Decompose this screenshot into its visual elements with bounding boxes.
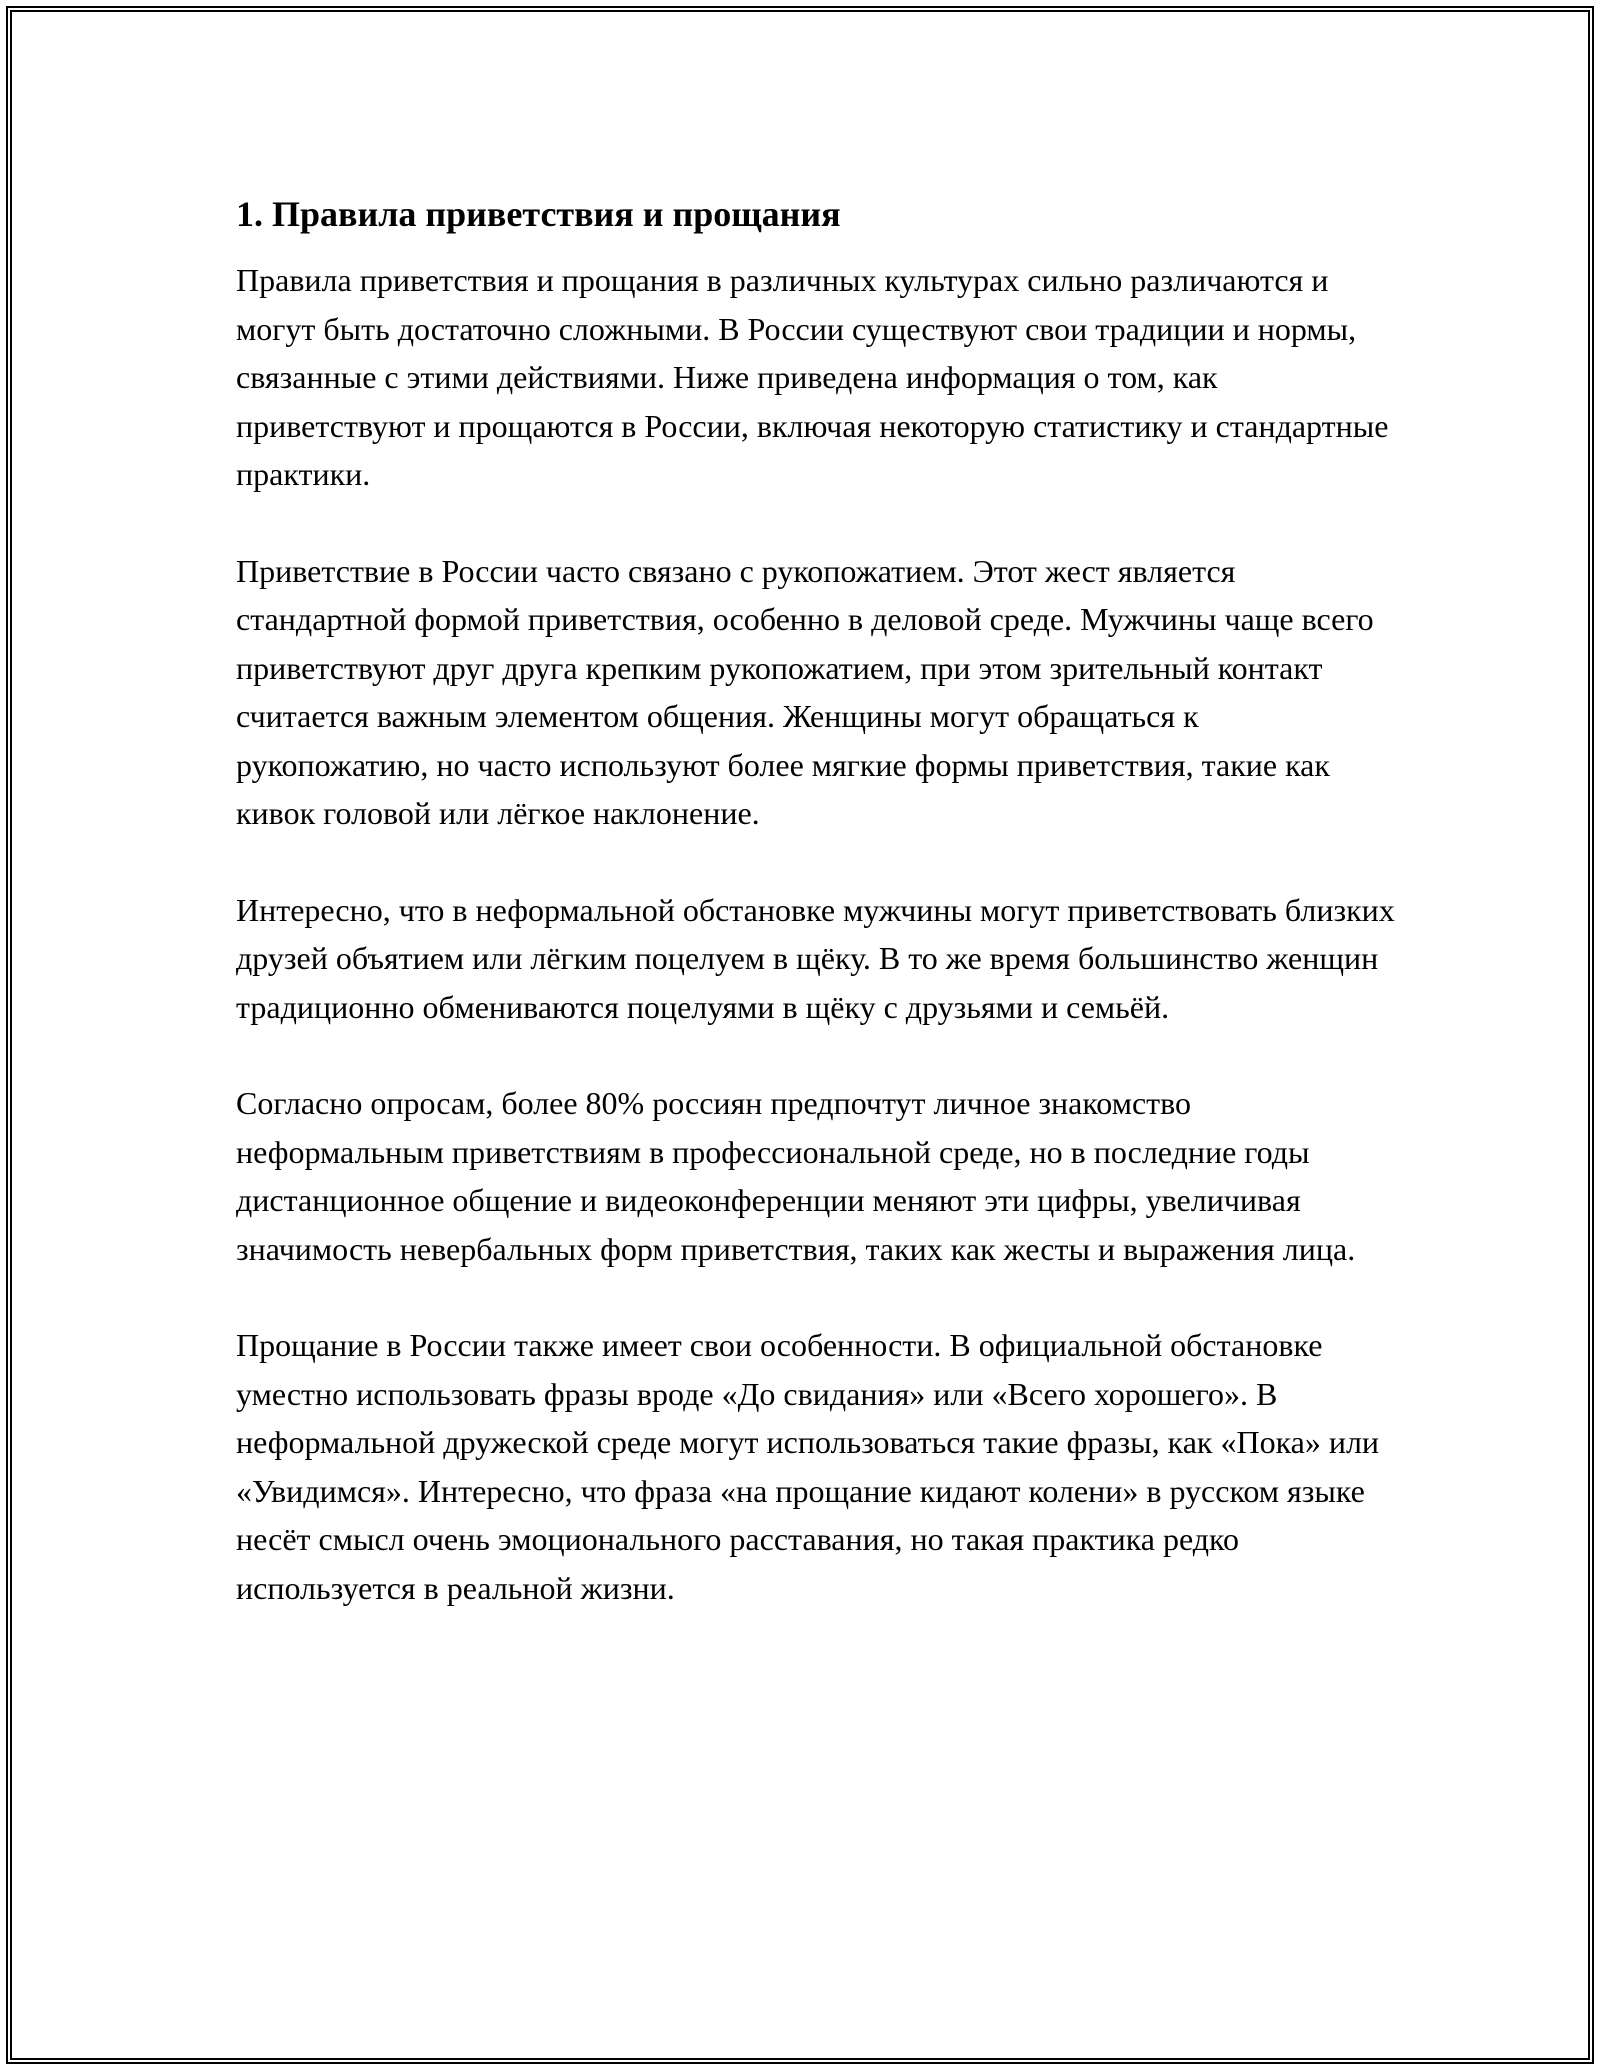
paragraph-greeting-handshake: Приветствие в России часто связано с рукопожатием. Этот жест является стандартной формой приветствия, особенно в деловой среде. Мужчины чаще всего приветствуют друг друга крепким рукопожатием, при этом зрительный контакт считается важным элементом общения. Женщины могут обращаться к рукопожатию, но часто используют более мягкие формы приветствия, такие как кивок головой или лёгкое наклонение. xyxy=(236,552,1374,831)
paragraph-intro: Правила приветствия и прощания в различных культурах сильно различаются и могут быть достаточно сложными. В России существуют свои традиции и нормы, связанные с этими действиями. Ниже приведена информация о том, как приветствуют и прощаются в России, включая некоторую статистику и стандартные практики. xyxy=(236,262,1389,492)
paragraph-survey-statistics: Согласно опросам, более 80% россиян предпочтут личное знакомство неформальным приветствиям в профессиональной среде, но в последние годы дистанционное общение и видеоконференции меняют эти цифры, увеличивая значимость невербальных форм приветствия, таких как жесты и выражения лица. xyxy=(236,1085,1356,1267)
section-heading: 1. Правила приветствия и прощания xyxy=(236,194,841,234)
paragraph-farewell: Прощание в России также имеет свои особенности. В официальной обстановке уместно использовать фразы вроде «До свидания» или «Всего хорошего». В неформальной дружеской среде могут использоваться такие фразы, как «Пока» или «Увидимся». Интересно, что фраза «на прощание кидают колени» в русском языке несёт смысл очень эмоционального расставания, но такая практика редко используется в реальной жизни. xyxy=(236,1327,1380,1606)
document-body xyxy=(236,186,1396,1660)
paragraph-informal-greeting: Интересно, что в неформальной обстановке мужчины могут приветствовать близких друзей объятием или лёгким поцелуем в щёку. В то же время большинство женщин традиционно обмениваются поцелуями в щёку с друзьями и семьёй. xyxy=(236,891,1395,1025)
